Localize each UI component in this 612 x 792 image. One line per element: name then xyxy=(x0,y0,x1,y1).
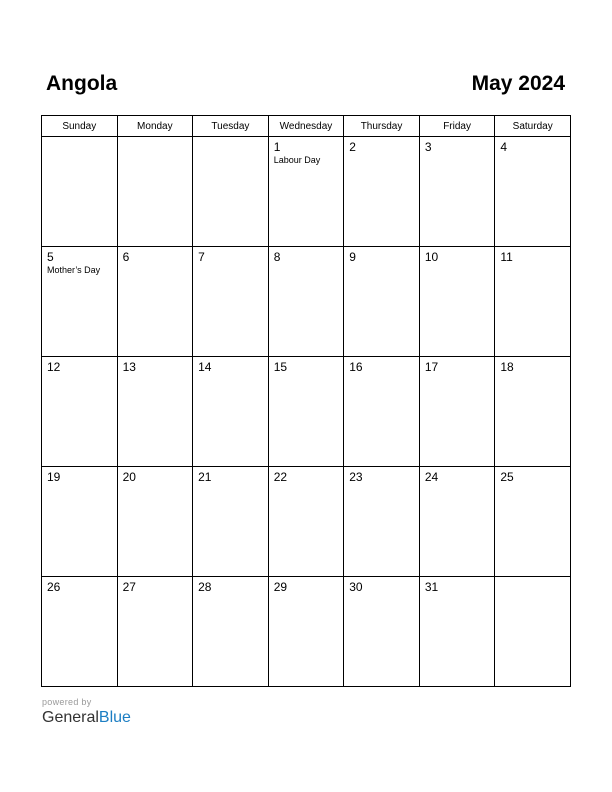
day-number: 9 xyxy=(349,250,356,264)
week-row xyxy=(42,357,571,467)
weekday-header: Thursday xyxy=(344,116,420,137)
day-cell xyxy=(344,137,420,247)
weekday-header: Tuesday xyxy=(193,116,269,137)
day-number: 29 xyxy=(273,580,288,594)
generalblue-logo[interactable] xyxy=(42,708,131,728)
day-cell xyxy=(419,137,495,247)
day-cell xyxy=(193,467,269,577)
day-number: 27 xyxy=(122,580,136,594)
day-cell xyxy=(268,137,344,247)
day-cell xyxy=(268,577,344,687)
day-number: 17 xyxy=(424,360,439,374)
weekday-header: Wednesday xyxy=(268,116,344,137)
day-cell xyxy=(344,577,420,687)
week-row xyxy=(42,247,571,357)
powered-by-text: powered by xyxy=(42,697,92,707)
day-number: 19 xyxy=(47,470,61,484)
week-row xyxy=(42,577,571,687)
day-number: 10 xyxy=(424,250,439,264)
day-cell xyxy=(344,357,420,467)
day-cell xyxy=(419,247,495,357)
day-number: 25 xyxy=(500,470,514,484)
day-cell xyxy=(42,137,118,247)
day-cell xyxy=(193,137,269,247)
calendar-grid xyxy=(41,115,571,687)
day-cell xyxy=(344,467,420,577)
footer xyxy=(42,697,131,728)
week-row xyxy=(42,137,571,247)
day-number: 12 xyxy=(47,360,61,374)
day-cell xyxy=(193,247,269,357)
day-number: 7 xyxy=(198,250,205,264)
country-title: Angola xyxy=(46,72,118,95)
weekday-header: Saturday xyxy=(495,116,571,137)
day-cell xyxy=(495,247,571,357)
day-number: 11 xyxy=(500,250,513,264)
day-number: 23 xyxy=(349,470,363,484)
month-year-title: May 2024 xyxy=(471,72,565,95)
brand-general-text: General xyxy=(42,709,99,726)
day-number: 1 xyxy=(273,140,281,154)
day-number: 28 xyxy=(198,580,212,594)
day-cell xyxy=(268,467,344,577)
day-cell xyxy=(117,577,193,687)
day-cell xyxy=(42,467,118,577)
weekday-header: Monday xyxy=(117,116,193,137)
day-cell xyxy=(419,467,495,577)
day-cell xyxy=(495,357,571,467)
day-number: 26 xyxy=(47,580,61,594)
weekday-header-row xyxy=(42,116,571,137)
day-cell xyxy=(193,357,269,467)
day-cell xyxy=(117,247,193,357)
day-number: 8 xyxy=(273,250,281,264)
day-cell xyxy=(419,577,495,687)
day-number: 4 xyxy=(500,140,508,154)
day-cell xyxy=(495,577,571,687)
day-cell xyxy=(193,577,269,687)
day-number: 3 xyxy=(424,140,432,154)
day-number: 22 xyxy=(273,470,288,484)
brand-blue-text: Blue xyxy=(98,709,131,726)
day-cell xyxy=(495,467,571,577)
day-number: 15 xyxy=(273,360,288,374)
day-cell xyxy=(117,137,193,247)
day-number: 6 xyxy=(122,250,130,264)
day-cell xyxy=(344,247,420,357)
day-cell xyxy=(268,357,344,467)
day-number: 20 xyxy=(122,470,136,484)
weekday-header: Friday xyxy=(419,116,495,137)
day-number: 13 xyxy=(122,360,136,374)
day-number: 31 xyxy=(424,580,439,594)
day-number: 14 xyxy=(198,360,212,374)
day-cell xyxy=(495,137,571,247)
day-number: 30 xyxy=(349,580,363,594)
day-number: 24 xyxy=(424,470,439,484)
day-number: 18 xyxy=(500,360,514,374)
day-number: 16 xyxy=(349,360,363,374)
day-cell xyxy=(117,357,193,467)
day-cell xyxy=(268,247,344,357)
holiday-label: Labour Day xyxy=(273,155,321,165)
weekday-header: Sunday xyxy=(42,116,118,137)
day-cell xyxy=(419,357,495,467)
day-cell xyxy=(42,357,118,467)
day-number: 5 xyxy=(47,250,54,264)
day-cell xyxy=(42,577,118,687)
day-cell xyxy=(117,467,193,577)
day-cell xyxy=(42,247,118,357)
week-row xyxy=(42,467,571,577)
holiday-label: Mother’s Day xyxy=(47,265,101,275)
day-number: 21 xyxy=(198,470,212,484)
day-number: 2 xyxy=(349,140,356,154)
